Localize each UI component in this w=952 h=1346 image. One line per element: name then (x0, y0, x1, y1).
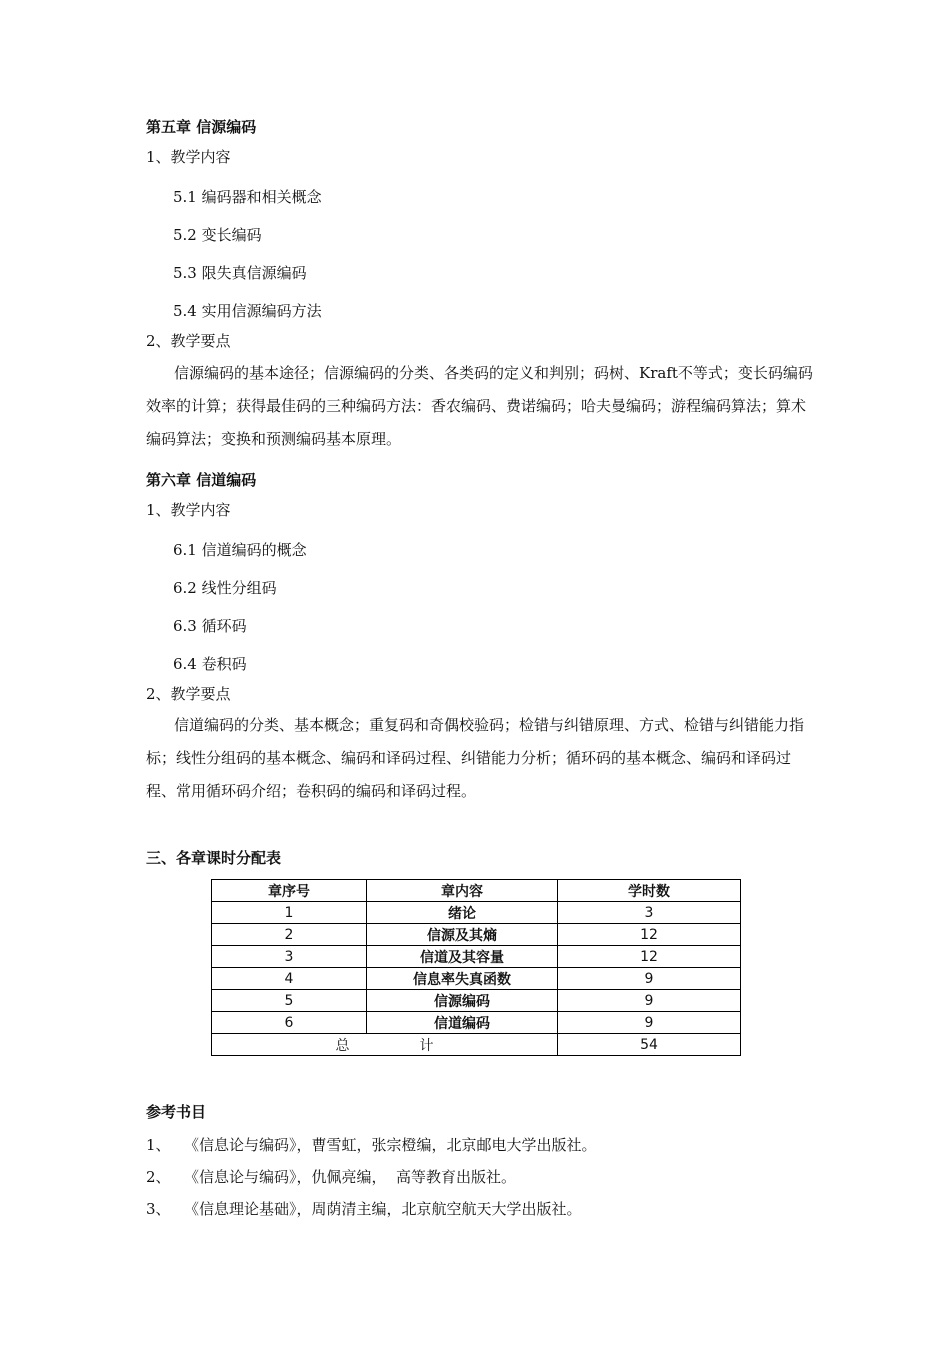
chapter6-item: 6.2 线性分组码 (173, 579, 277, 597)
table-total-value: 54 (558, 1034, 741, 1056)
table-cell: 5 (212, 990, 367, 1012)
table-cell: 6 (212, 1012, 367, 1034)
table-cell: 12 (558, 946, 741, 968)
table-total-label-cell (212, 1034, 558, 1056)
reference-number: 2、 (146, 1168, 171, 1186)
reference-text: 《信息论与编码》，曹雪虹，张宗橙编，北京邮电大学出版社。 (184, 1136, 597, 1154)
chapter6-points-heading: 2、教学要点 (146, 685, 231, 703)
table-row (212, 968, 741, 990)
table-header-cell: 学时数 (558, 880, 741, 902)
chapter5-item: 5.3 限失真信源编码 (173, 264, 307, 282)
total-label-a: 总 (335, 1037, 350, 1054)
hours-table (211, 879, 741, 1056)
table-row (212, 990, 741, 1012)
reference-item (146, 1166, 516, 1187)
chapter5-points-heading: 2、教学要点 (146, 332, 231, 350)
chapter5-item: 5.4 实用信源编码方法 (173, 302, 322, 320)
chapter6-content-heading: 1、教学内容 (146, 501, 231, 519)
table-cell: 9 (558, 968, 741, 990)
table-cell: 信道编码 (367, 1012, 558, 1034)
table-header-cell: 章内容 (367, 880, 558, 902)
table-cell: 信源及其熵 (367, 924, 558, 946)
chapter5-content-heading: 1、教学内容 (146, 148, 231, 166)
table-total-row (212, 1034, 741, 1056)
table-cell: 12 (558, 924, 741, 946)
reference-number: 3、 (146, 1200, 171, 1218)
table-row (212, 902, 741, 924)
table-cell: 1 (212, 902, 367, 924)
reference-item (146, 1198, 582, 1219)
reference-text: 《信息论与编码》，仇佩亮编， 高等教育出版社。 (184, 1168, 517, 1186)
table-cell: 信息率失真函数 (367, 968, 558, 990)
table-row (212, 1012, 741, 1034)
chapter5-item: 5.2 变长编码 (173, 226, 262, 244)
total-label-b: 计 (419, 1037, 434, 1054)
chapter6-item: 6.4 卷积码 (173, 655, 247, 673)
table-header-cell: 章序号 (212, 880, 367, 902)
table-cell: 9 (558, 1012, 741, 1034)
section3-title: 三、各章课时分配表 (146, 849, 282, 867)
chapter5-points-text: 信源编码的基本途径；信源编码的分类、各类码的定义和判别；码树、Kraft不等式；变长码编码效率的计算；获得最佳码的三种编码方法：香农编码、费诺编码；哈夫曼编码；游程编码算法；算术编码算法；变换和预测编码基本原理。 (146, 364, 813, 448)
chapter6-points-paragraph (146, 709, 814, 808)
reference-text: 《信息理论基础》，周荫清主编，北京航空航天大学出版社。 (184, 1200, 582, 1218)
table-row (212, 924, 741, 946)
chapter6-title: 第六章 信道编码 (146, 471, 257, 489)
chapter5-title: 第五章 信源编码 (146, 118, 257, 136)
table-row (212, 946, 741, 968)
reference-number: 1、 (146, 1136, 171, 1154)
table-cell: 3 (212, 946, 367, 968)
table-cell: 4 (212, 968, 367, 990)
chapter5-points-paragraph (146, 357, 814, 456)
chapter6-item: 6.3 循环码 (173, 617, 247, 635)
table-cell: 9 (558, 990, 741, 1012)
table-cell: 绪论 (367, 902, 558, 924)
chapter6-item: 6.1 信道编码的概念 (173, 541, 307, 559)
table-cell: 3 (558, 902, 741, 924)
table-cell: 信源编码 (367, 990, 558, 1012)
references-title: 参考书目 (146, 1103, 207, 1121)
table-header-row (212, 880, 741, 902)
chapter6-points-text: 信道编码的分类、基本概念；重复码和奇偶校验码；检错与纠错原理、方式、检错与纠错能力指标；线性分组码的基本概念、编码和译码过程、纠错能力分析；循环码的基本概念、编码和译码过程、常用循环码介绍；卷积码的编码和译码过程。 (146, 716, 805, 800)
chapter5-item: 5.1 编码器和相关概念 (173, 188, 322, 206)
table-cell: 信道及其容量 (367, 946, 558, 968)
table-cell: 2 (212, 924, 367, 946)
reference-item (146, 1134, 597, 1155)
